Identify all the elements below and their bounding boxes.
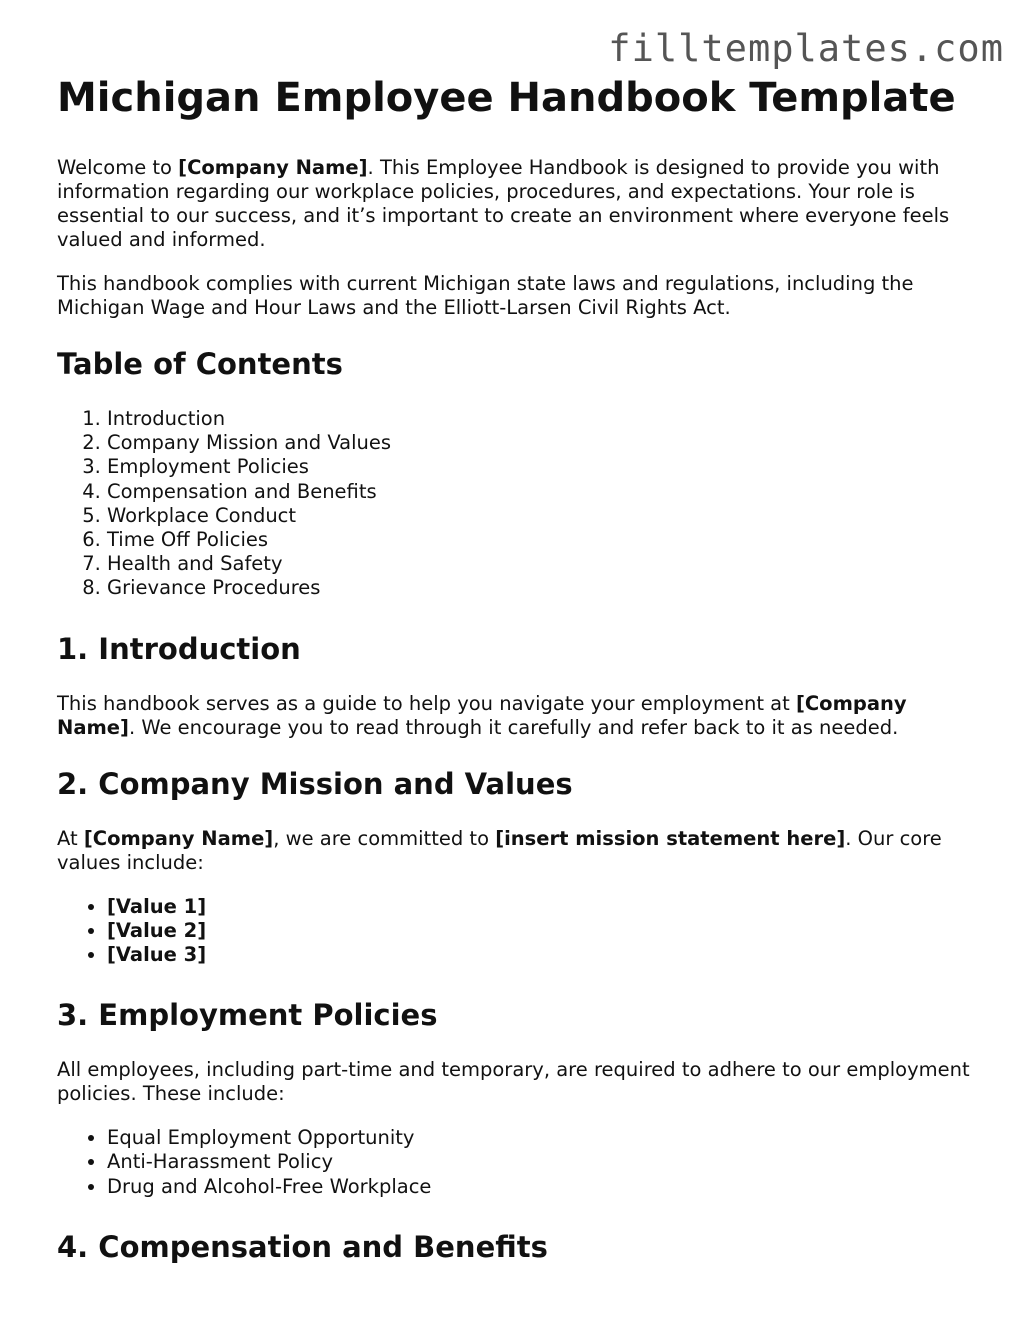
toc-item: 3. Employment Policies bbox=[107, 455, 987, 479]
policy-item: • Equal Employment Opportunity bbox=[107, 1126, 987, 1150]
mission-paragraph bbox=[57, 827, 987, 875]
introduction-paragraph bbox=[57, 692, 987, 740]
value-placeholder: [Value 3] bbox=[107, 943, 207, 967]
toc-item: 6. Time Off Policies bbox=[107, 528, 987, 552]
employment-paragraph: All employees, including part-time and temporary, are required to adhere to our employment policies. These include: bbox=[57, 1058, 970, 1106]
toc-item: 8. Grievance Procedures bbox=[107, 576, 987, 600]
intro-paragraph-1 bbox=[57, 156, 987, 252]
mission-text: At bbox=[57, 826, 84, 850]
document-page bbox=[57, 74, 987, 1290]
mission-text: , we are committed to bbox=[273, 826, 496, 850]
policy-item: • Anti-Harassment Policy bbox=[107, 1150, 987, 1174]
document-title: Michigan Employee Handbook Template bbox=[57, 75, 956, 121]
value-item bbox=[107, 895, 987, 919]
section-heading-mission: 2. Company Mission and Values bbox=[57, 766, 573, 801]
policy-item: • Drug and Alcohol-Free Workplace bbox=[107, 1175, 987, 1199]
value-item bbox=[107, 919, 987, 943]
section-heading-introduction: 1. Introduction bbox=[57, 631, 301, 666]
toc-heading: Table of Contents bbox=[57, 347, 343, 381]
watermark: filltemplates.com bbox=[608, 27, 1004, 70]
intro-text: . This Employee Handbook is designed to provide you with information regarding our workplace policies, procedures, and expectations. Your role is essential to our success, and it’s important to create an environment where everyone feels valued and informed. bbox=[57, 156, 950, 251]
toc-item: 5. Workplace Conduct bbox=[107, 504, 987, 528]
toc-item: 4. Compensation and Benefits bbox=[107, 480, 987, 504]
company-name-placeholder: [Company Name] bbox=[57, 691, 907, 739]
company-name-placeholder: [Company Name] bbox=[178, 156, 368, 179]
intro-paragraph-2: This handbook complies with current Michigan state laws and regulations, including the Michigan Wage and Hour Laws and the Elliott-Larsen Civil Rights Act. bbox=[57, 272, 914, 319]
toc-list bbox=[57, 407, 987, 601]
toc-item: 7. Health and Safety bbox=[107, 552, 987, 576]
toc-item: 2. Company Mission and Values bbox=[107, 431, 987, 455]
value-placeholder: [Value 1] bbox=[107, 894, 207, 918]
intro-text: Welcome to bbox=[57, 156, 179, 179]
policies-list bbox=[57, 1126, 987, 1199]
introduction-text: . We encourage you to read through it carefully and refer back to it as needed. bbox=[128, 715, 899, 739]
mission-text: . Our core values include: bbox=[57, 826, 942, 874]
values-list bbox=[57, 895, 987, 968]
section-heading-compensation: 4. Compensation and Benefits bbox=[57, 1229, 548, 1264]
section-heading-employment: 3. Employment Policies bbox=[57, 998, 438, 1033]
company-name-placeholder: [Company Name] bbox=[83, 826, 274, 850]
introduction-text: This handbook serves as a guide to help you navigate your employment at bbox=[57, 691, 796, 715]
toc-item: 1. Introduction bbox=[107, 407, 987, 431]
value-item bbox=[107, 943, 987, 967]
value-placeholder: [Value 2] bbox=[107, 918, 207, 942]
mission-statement-placeholder: [insert mission statement here] bbox=[495, 826, 846, 850]
